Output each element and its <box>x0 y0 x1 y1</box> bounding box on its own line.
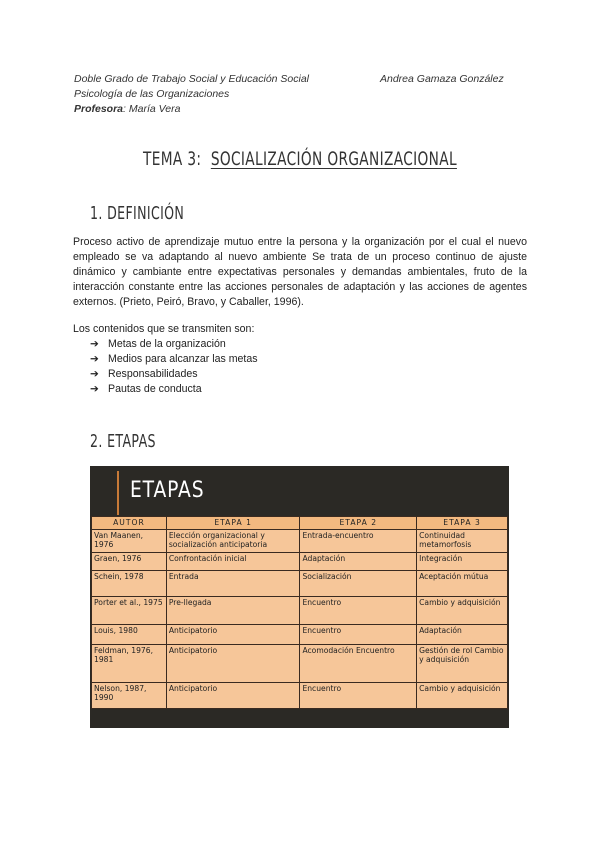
table-cell: Cambio y adquisición <box>417 683 508 709</box>
table-cell: Pre-llegada <box>166 597 300 625</box>
table-cell: Schein, 1978 <box>92 571 167 597</box>
definition-paragraph: Proceso activo de aprendizaje mutuo entre la persona y la organización por el cual el nuevo empleado se va adaptando al nuevo ambiente Se trata de un proceso continuo de ajuste dinámico y cambiante entre expectativas personales y demandas ambientales, fruto de la interacción constante entre las acciones personales de adaptación y las acciones de agentes externos. (Prieto, Peiró, Bravo, y Caballer, 1996). <box>73 236 527 308</box>
list-item: ➔ Metas de la organización <box>90 338 226 350</box>
table-cell: Cambio y adquisición <box>417 597 508 625</box>
header-etapa-3: ETAPA 3 <box>417 517 508 530</box>
arrow-icon: ➔ <box>90 353 99 365</box>
table-row <box>92 530 508 553</box>
header-autor: AUTOR <box>92 517 167 530</box>
table-cell: Entrada <box>166 571 300 597</box>
table-cell: Anticipatorio <box>166 683 300 709</box>
table-cell: Encuentro <box>300 597 417 625</box>
arrow-icon: ➔ <box>90 368 99 380</box>
list-item: ➔ Pautas de conducta <box>90 383 202 395</box>
contents-list <box>90 337 258 397</box>
table-cell: Continuidad metamorfosis <box>417 530 508 553</box>
accent-bar <box>117 471 119 515</box>
table-cell: Adaptación <box>417 625 508 645</box>
table-row <box>92 625 508 645</box>
table-cell: Van Maanen, 1976 <box>92 530 167 553</box>
table-cell: Confrontación inicial <box>166 553 300 571</box>
table-row <box>92 571 508 597</box>
contents-intro: Los contenidos que se transmiten son: <box>73 323 255 335</box>
table-row <box>92 645 508 683</box>
arrow-icon: ➔ <box>90 383 99 395</box>
table-cell: Anticipatorio <box>166 645 300 683</box>
table-cell: Socialización <box>300 571 417 597</box>
table-cell: Gestión de rol Cambio y adquisición <box>417 645 508 683</box>
table-cell: Entrada-encuentro <box>300 530 417 553</box>
author-name: Andrea Gamaza González <box>380 73 504 85</box>
list-item: ➔ Medios para alcanzar las metas <box>90 353 258 365</box>
table-header-row <box>92 517 508 530</box>
table-cell: Elección organizacional y socialización anticipatoria <box>166 530 300 553</box>
table-row <box>92 597 508 625</box>
course-name: Doble Grado de Trabajo Social y Educación Social <box>74 73 310 85</box>
etapas-figure-title: ETAPAS <box>130 478 205 503</box>
table-cell: Feldman, 1976, 1981 <box>92 645 167 683</box>
professor-label: Profesora <box>74 103 124 115</box>
table-cell: Encuentro <box>300 683 417 709</box>
professor-name: : María Vera <box>123 103 181 115</box>
list-item: ➔ Responsabilidades <box>90 368 198 380</box>
table-row <box>92 553 508 571</box>
subject-name: Psicología de las Organizaciones <box>74 88 230 100</box>
table-cell: Graen, 1976 <box>92 553 167 571</box>
table-row <box>92 683 508 709</box>
header-etapa-1: ETAPA 1 <box>166 517 300 530</box>
table-cell: Integración <box>417 553 508 571</box>
section-heading-definicion: 1. DEFINICIÓN <box>90 203 185 224</box>
table-cell: Aceptación mútua <box>417 571 508 597</box>
title-prefix: TEMA 3: <box>143 148 202 170</box>
header-etapa-2: ETAPA 2 <box>300 517 417 530</box>
professor-line <box>74 102 309 117</box>
table-cell: Nelson, 1987, 1990 <box>92 683 167 709</box>
title-main: SOCIALIZACIÓN ORGANIZACIONAL <box>210 148 457 170</box>
table-cell: Encuentro <box>300 625 417 645</box>
table-cell: Louis, 1980 <box>92 625 167 645</box>
page-title <box>84 148 516 170</box>
table-cell: Acomodación Encuentro <box>300 645 417 683</box>
etapas-table <box>91 516 508 709</box>
arrow-icon: ➔ <box>90 338 99 350</box>
table-cell: Adaptación <box>300 553 417 571</box>
document-header <box>74 72 504 117</box>
section-heading-etapas: 2. ETAPAS <box>90 431 156 452</box>
table-cell: Anticipatorio <box>166 625 300 645</box>
table-cell: Porter et al., 1975 <box>92 597 167 625</box>
